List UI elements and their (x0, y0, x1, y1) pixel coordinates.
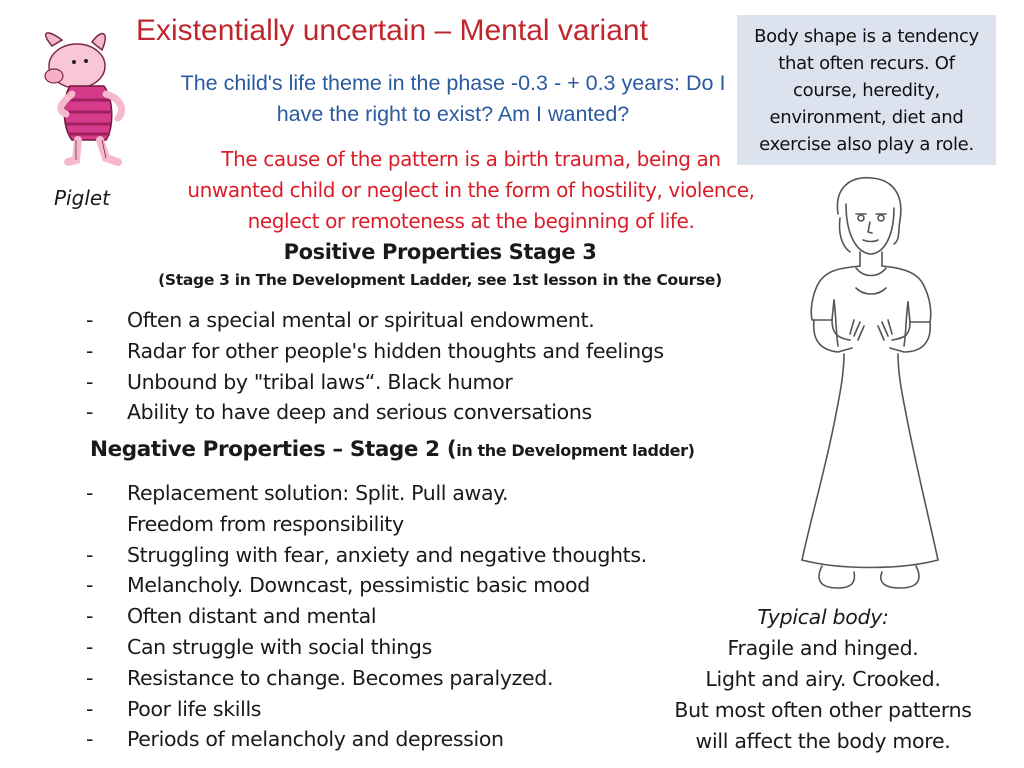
positive-subheading: (Stage 3 in The Development Ladder, see 1st lesson in the Course) (158, 271, 722, 289)
list-item: - Unbound by "tribal laws“. Black humor (86, 367, 664, 398)
pattern-cause-text: The cause of the pattern is a birth trauma, being an unwanted child or neglect in the form of hostility, violence, neglect or remoteness at the beginning of life. (187, 147, 755, 233)
list-item: - Struggling with fear, anxiety and negative thoughts. (86, 540, 647, 571)
piglet-illustration (22, 28, 154, 180)
list-item: - Radar for other people's hidden thoughts and feelings (86, 336, 664, 367)
typical-body-caption (660, 602, 986, 757)
typical-body-line: Fragile and hinged. (727, 636, 919, 660)
typical-body-line: Light and airy. Crooked. (705, 667, 941, 691)
list-item: - Periods of melancholy and depression (86, 724, 647, 755)
typical-body-label: Typical body: (757, 605, 889, 629)
list-item: - Replacement solution: Split. Pull away. (86, 478, 647, 509)
woman-body-sketch (760, 174, 980, 600)
list-item-continuation: Freedom from responsibility (127, 511, 404, 536)
negative-heading-small: in the Development ladder) (456, 441, 695, 460)
list-item: - Resistance to change. Becomes paralyzed. (86, 663, 647, 694)
negative-heading-main: Negative Properties – Stage 2 ( (90, 437, 457, 462)
life-theme-subtitle: The child's life theme in the phase -0.3 - + 0.3 years: Do I have the right to exist? Am I wanted? (180, 71, 726, 126)
list-item: - Poor life skills (86, 694, 647, 725)
typical-body-line: But most often other patterns (674, 698, 972, 722)
page-title: Existentially uncertain – Mental variant (136, 14, 648, 47)
list-item: - Ability to have deep and serious conversations (86, 397, 664, 428)
negative-heading (90, 437, 695, 462)
list-item: - Can struggle with social things (86, 632, 647, 663)
positive-heading: Positive Properties Stage 3 (283, 240, 597, 264)
list-item: - Melancholy. Downcast, pessimistic basic mood (86, 570, 647, 601)
typical-body-line: will affect the body more. (695, 729, 951, 753)
list-item: - Often distant and mental (86, 601, 647, 632)
list-item: - Often a special mental or spiritual endowment. (86, 305, 664, 336)
negative-list (86, 478, 647, 755)
body-shape-note: Body shape is a tendency that often recurs. Of course, heredity, environment, diet and exercise also play a role. (737, 15, 996, 165)
piglet-caption: Piglet (54, 186, 111, 210)
positive-list (86, 305, 664, 428)
